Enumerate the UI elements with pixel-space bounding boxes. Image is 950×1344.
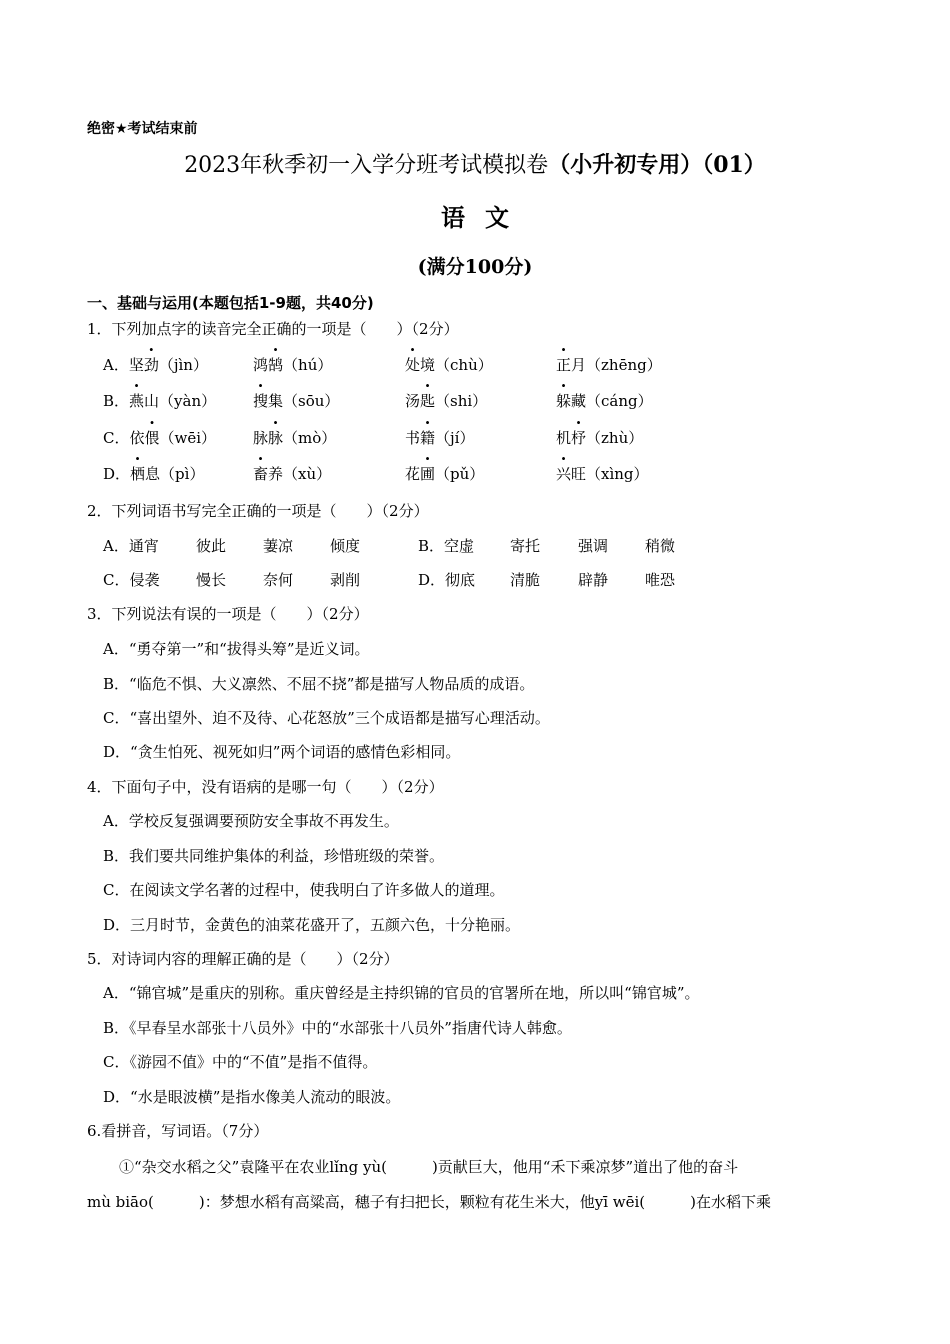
question-2-word: 辟静: [578, 571, 609, 589]
dotted-character: 正: [556, 356, 572, 374]
dotted-character: 杼: [571, 429, 587, 447]
question-2-word: 稍微: [645, 537, 676, 555]
dotted-character: 脉: [268, 429, 284, 447]
question-2-word: A．通宵: [103, 537, 159, 555]
question-6-stem: 6.看拼音，写词语。（7分）: [87, 1122, 269, 1140]
question-2-word: 倾度: [330, 537, 361, 555]
question-4-stem: 4．下面句子中，没有语病的是哪一句（ ）（2分）: [87, 778, 444, 796]
question-2-word: B．空虚: [418, 537, 475, 555]
question-1-option-item: [253, 427, 336, 448]
question-4-option-d: D．三月时节，金黄色的油菜花盛开了，五颜六色，十分艳丽。: [103, 916, 521, 934]
confidential-mark: 绝密★考试结束前: [87, 121, 198, 137]
question-5-option-c: C．《游园不值》中的“不值”是指不值得。: [103, 1053, 378, 1071]
question-4-option-b: B．我们要共同维护集体的利益，珍惜班级的荣誉。: [103, 847, 445, 865]
option-suffix: 旺（xìng）: [571, 465, 649, 483]
option-suffix: （hú）: [283, 356, 333, 374]
option-suffix: （jìn）: [158, 356, 208, 374]
question-3-option-b: B．“临危不惧、大义凛然、不屈不挠”都是描写人物品质的成语。: [103, 675, 535, 693]
section-heading: 一、基础与运用(本题包括1-9题，共40分): [87, 294, 374, 312]
question-1-option-item: [253, 463, 331, 484]
dotted-character: 劲: [143, 356, 159, 374]
question-3-option-a: A．“勇夺第一”和“拔得头筹”是近义词。: [103, 640, 370, 658]
question-6-line-1: ①“杂交水稻之父”袁隆平在农业lǐng yù( )贡献巨大，他用“禾下乘凉梦”道出了他的奋斗: [119, 1158, 739, 1176]
option-suffix: 集（sōu）: [268, 392, 340, 410]
question-2-word: D．彻底: [418, 571, 476, 589]
dotted-character: 偎: [144, 429, 160, 447]
dotted-character: 栖: [130, 465, 146, 483]
option-prefix: 机: [556, 429, 572, 447]
question-1-option-item: [556, 427, 643, 448]
question-5-stem: 5．对诗词内容的理解正确的是（ ）（2分）: [87, 950, 399, 968]
question-2-word: 彼此: [196, 537, 227, 555]
question-1-option-item: [556, 354, 662, 375]
question-1-option-item: [405, 463, 484, 484]
option-suffix: 息（pì）: [145, 465, 205, 483]
option-suffix: 山（yàn）: [144, 392, 217, 410]
option-prefix: 鸿: [253, 356, 269, 374]
subject-title: 语文: [441, 203, 529, 232]
option-suffix: （jí）: [435, 429, 475, 447]
question-2-word: 唯恐: [645, 571, 676, 589]
full-score: (满分100分): [417, 256, 533, 278]
dotted-character: 处: [405, 356, 421, 374]
question-1-option-item: [405, 354, 493, 375]
option-prefix: B．: [103, 392, 130, 410]
question-2-word: 强调: [578, 537, 609, 555]
question-2-word: 寄托: [510, 537, 541, 555]
dotted-character: 搜: [253, 392, 269, 410]
question-1-option-item: [103, 427, 216, 448]
question-1-option-item: [103, 354, 208, 375]
exam-title-tail: （小升初专用）（01）: [548, 152, 766, 178]
option-prefix: 书: [405, 429, 421, 447]
dotted-character: 兴: [556, 465, 572, 483]
question-5-option-d: D．“水是眼波横”是指水像美人流动的眼波。: [103, 1088, 401, 1106]
question-4-option-c: C．在阅读文学名著的过程中，使我明白了许多做人的道理。: [103, 881, 505, 899]
option-suffix: 月（zhēng）: [571, 356, 662, 374]
dotted-character: 圃: [420, 465, 436, 483]
question-1-option-item: [253, 354, 332, 375]
question-4-option-a: A．学校反复强调要预防安全事故不再发生。: [103, 812, 399, 830]
option-suffix: 藏（cáng）: [571, 392, 653, 410]
question-3-option-d: D．“贪生怕死、视死如归”两个词语的感情色彩相同。: [103, 743, 461, 761]
question-1-option-item: [103, 390, 216, 411]
question-2-word: 清脆: [510, 571, 541, 589]
option-suffix: 养（xù）: [268, 465, 332, 483]
question-1-option-item: [405, 427, 474, 448]
option-suffix: （pǔ）: [435, 465, 485, 483]
question-1-option-item: [556, 390, 653, 411]
exam-title: [0, 148, 950, 179]
option-prefix: A．坚: [103, 356, 144, 374]
question-2-word: 慢长: [196, 571, 227, 589]
question-1-option-item: [405, 390, 487, 411]
question-2-word: C．侵袭: [103, 571, 160, 589]
question-5-option-a: A．“锦官城”是重庆的别称。重庆曾经是主持织锦的官员的官署所在地，所以叫“锦官城”。: [103, 984, 700, 1002]
option-suffix: （mò）: [283, 429, 337, 447]
option-prefix: C．依: [103, 429, 145, 447]
question-2-word: 剥削: [330, 571, 361, 589]
option-prefix: D．: [103, 465, 131, 483]
dotted-character: 畜: [253, 465, 269, 483]
dotted-character: 躲: [556, 392, 572, 410]
question-5-option-b: B．《早春呈水部张十八员外》中的“水部张十八员外”指唐代诗人韩愈。: [103, 1019, 572, 1037]
question-1-option-item: [556, 463, 649, 484]
dotted-character: 匙: [420, 392, 436, 410]
question-2-word: 奈何: [263, 571, 294, 589]
question-1-stem: 1．下列加点字的读音完全正确的一项是（ ）（2分）: [87, 320, 459, 338]
option-prefix: 脉: [253, 429, 269, 447]
option-suffix: （zhù）: [586, 429, 644, 447]
question-2-word: 萋凉: [263, 537, 294, 555]
question-3-option-c: C．“喜出望外、迫不及待、心花怒放”三个成语都是描写心理活动。: [103, 709, 550, 727]
dotted-character: 鹄: [268, 356, 284, 374]
option-prefix: 花: [405, 465, 421, 483]
question-1-option-item: [253, 390, 339, 411]
question-1-option-item: [103, 463, 204, 484]
exam-title-main: 2023年秋季初一入学分班考试模拟卷: [184, 153, 549, 178]
option-suffix: （wēi）: [159, 429, 217, 447]
dotted-character: 籍: [420, 429, 436, 447]
dotted-character: 燕: [129, 392, 145, 410]
option-prefix: 汤: [405, 392, 421, 410]
question-3-stem: 3．下列说法有误的一项是（ ）（2分）: [87, 605, 369, 623]
option-suffix: 境（chù）: [420, 356, 493, 374]
option-suffix: （shi）: [435, 392, 488, 410]
question-6-line-2: mù biāo( )：梦想水稻有高粱高，穗子有扫把长，颗粒有花生米大，他yī wēi( )在水稻下乘: [87, 1193, 771, 1211]
question-2-stem: 2．下列词语书写完全正确的一项是（ ）（2分）: [87, 502, 429, 520]
